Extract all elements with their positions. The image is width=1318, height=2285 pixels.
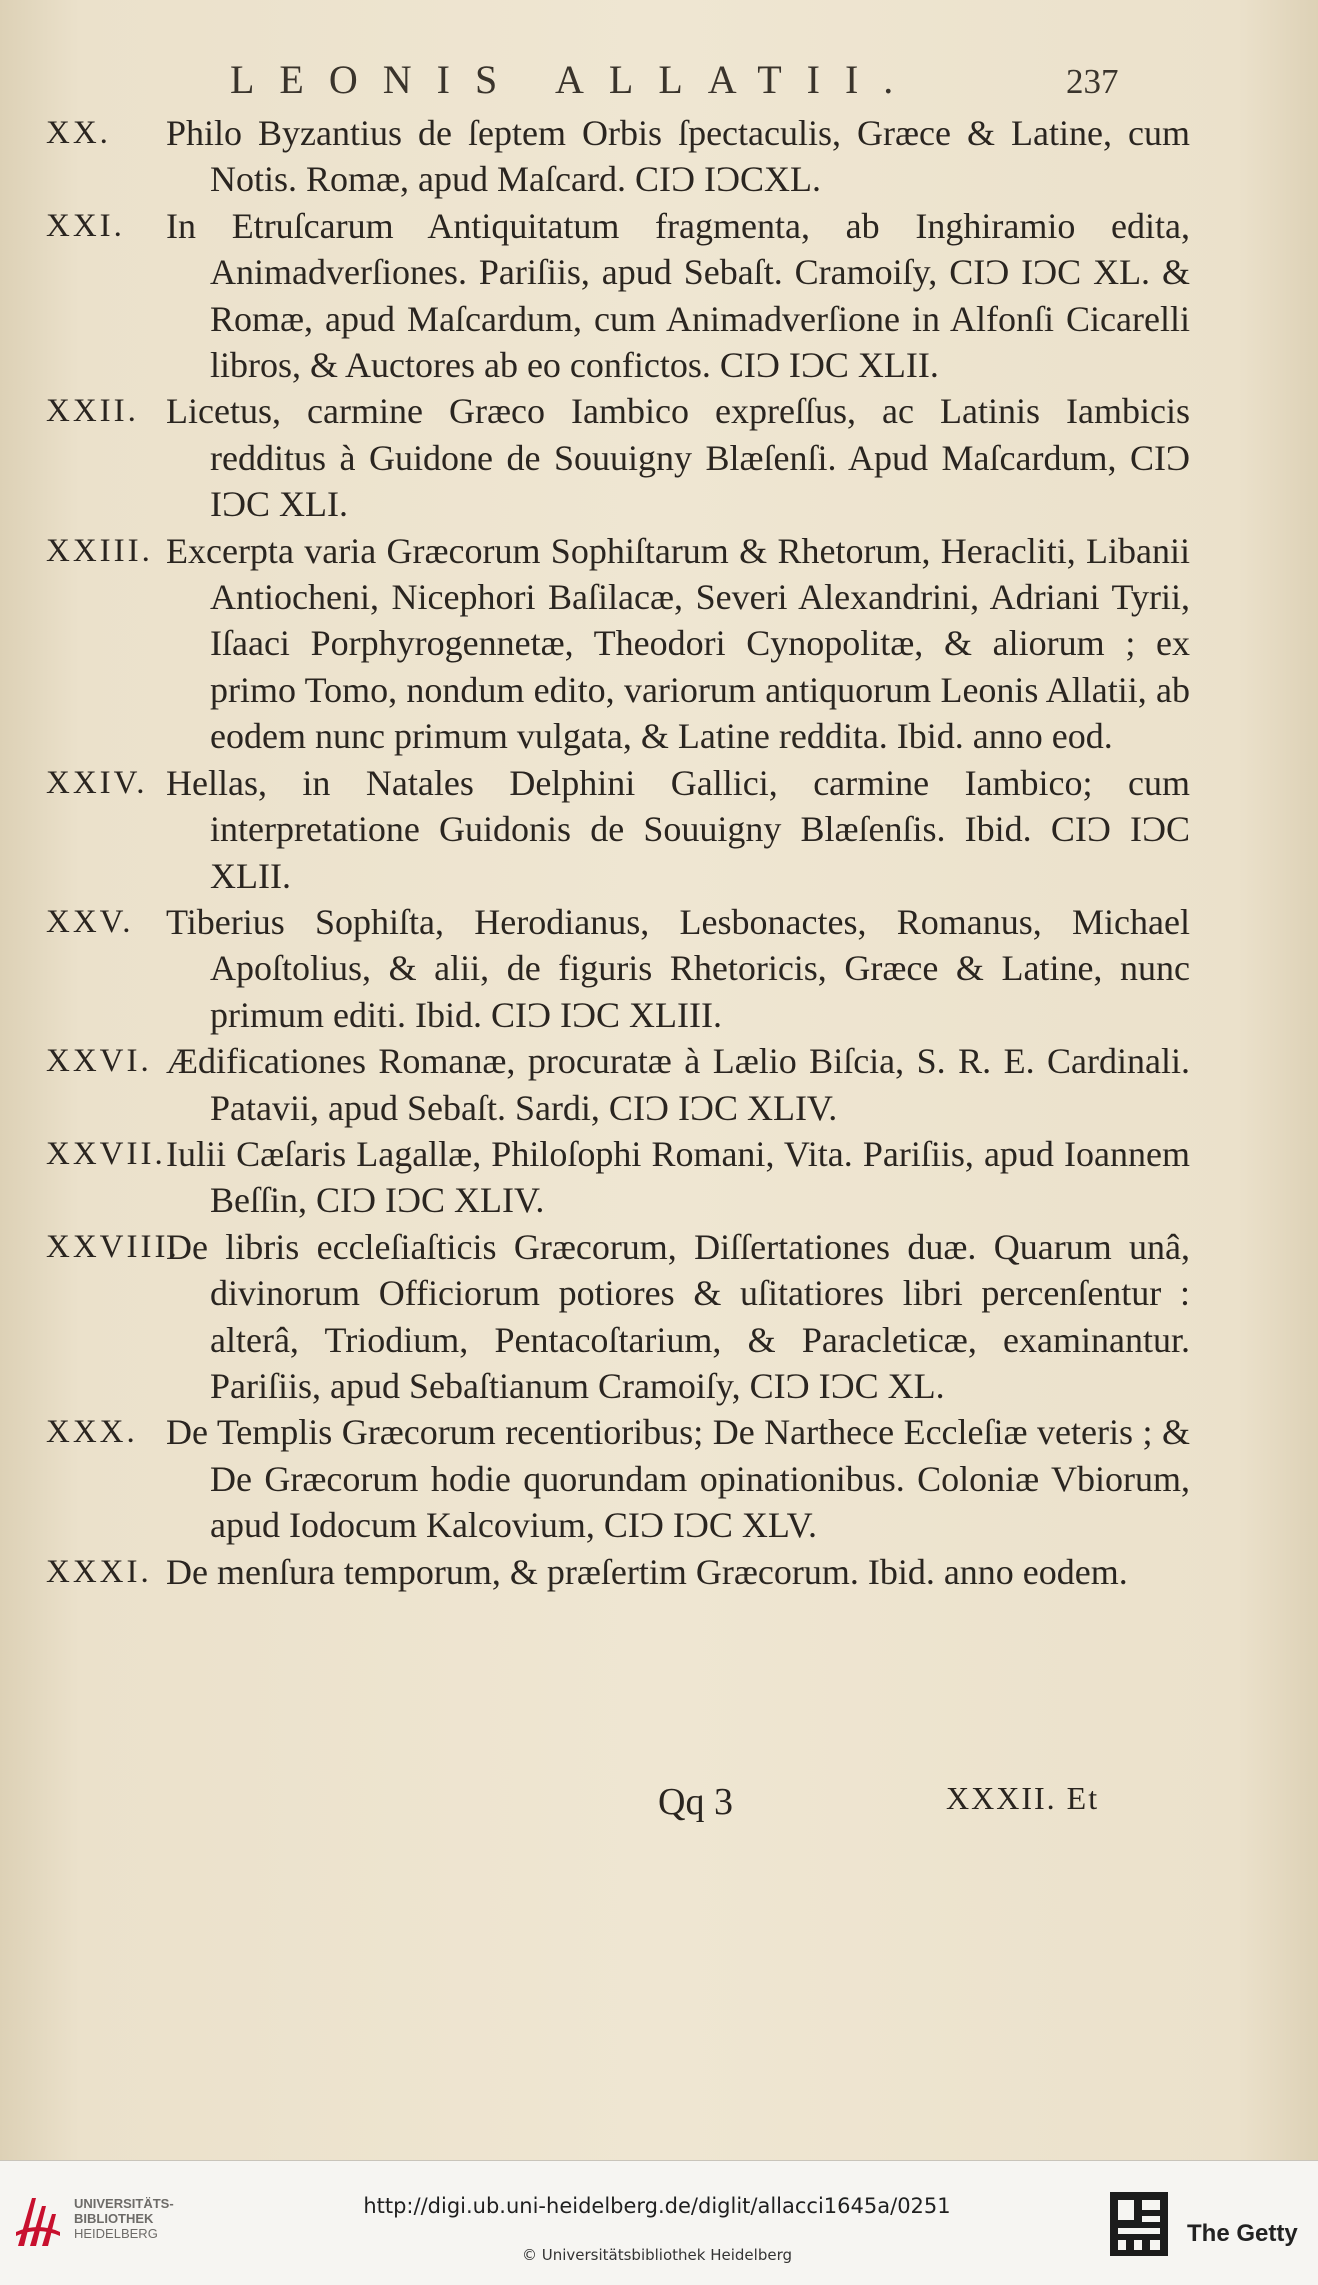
university-library-logo-icon[interactable] — [12, 2192, 64, 2252]
entry-text: In Etruſcarum Antiquitatum fragmenta, ab Inghiramio edita, Animadverſiones. Pariſiis, apud Sebaſt. Cramoiſy, CIƆ IƆC XL. & Romæ, apud Maſcardum, cum Animadverſione in Alfonſi Cicarelli libros, & Auctores ab eo confictos. CIƆ IƆC XLII. — [166, 205, 1190, 386]
catchword: XXXII. Et — [946, 1780, 1100, 1816]
list-item — [0, 388, 1318, 527]
list-item — [0, 110, 1318, 203]
entry-number: XXX. — [46, 1414, 138, 1451]
list-item — [0, 1131, 1318, 1224]
entry-text: Ædificationes Romanæ, procuratæ à Lælio Biſcia, S. R. E. Cardinali. Patavii, apud Sebaſt. Sardi, CIƆ IƆC XLIV. — [166, 1041, 1190, 1128]
entry-number: XXII. — [46, 393, 139, 430]
entry-text: Licetus, carmine Græco Iambico expreſſus, ac Latinis Iambicis redditus à Guidone de Souuigny Blæſenſi. Apud Maſcardum, CIƆ IƆC XLI. — [166, 391, 1190, 525]
signature-mark: Qq 3 — [658, 1781, 733, 1823]
list-item — [0, 1038, 1318, 1131]
entry-number: XXI. — [46, 207, 125, 244]
entry-number: XXIV. — [46, 764, 148, 801]
entry-number: XXV. — [46, 903, 134, 940]
entry-number: XXIII. — [46, 532, 153, 569]
entry-number: XXVII. — [46, 1135, 166, 1172]
ub-name-line: HEIDELBERG — [74, 2226, 158, 2241]
entry-text: Tiberius Sophiſta, Herodianus, Lesbonactes, Romanus, Michael Apoſtolius, & alii, de figuris Rhetoricis, Græce & Latine, nunc primum editi. Ibid. CIƆ IƆC XLIII. — [166, 901, 1190, 1035]
entry-text: De menſura temporum, & præſertim Græcorum. Ibid. anno eodem. — [166, 1551, 1128, 1592]
entry-text: Excerpta varia Græcorum Sophiſtarum & Rhetorum, Heracliti, Libanii Antiocheni, Nicephori Baſilacæ, Severi Alexandrini, Adriani Tyrii, Iſaaci Porphyrogennetæ, Theodori Cynopolitæ, & aliorum ; ex primo Tomo, nondum edito, variorum antiquorum Leonis Allatii, ab eodem nunc primum vulgata, & Latine reddita. Ibid. anno eod. — [166, 530, 1190, 757]
entry-number: XXVI. — [46, 1043, 152, 1080]
list-item — [0, 528, 1318, 760]
university-library-name[interactable] — [74, 2196, 174, 2241]
list-item — [0, 899, 1318, 1038]
page-footer — [0, 1780, 1318, 1840]
ub-name-line: BIBLIOTHEK — [74, 2211, 154, 2226]
entry-number: XXVIII. — [46, 1228, 180, 1265]
list-item — [0, 1409, 1318, 1548]
entry-text: Iulii Cæſaris Lagallæ, Philoſophi Romani, Vita. Pariſiis, apud Ioannem Beſſin, CIƆ IƆC XLIV. — [166, 1133, 1190, 1221]
getty-name[interactable]: The Getty — [1187, 2220, 1298, 2247]
entry-text: De libris eccleſiaſticis Græcorum, Diſſertationes duæ. Quarum unâ, divinorum Officiorum potiores & uſitatiores libri percenſentur : alterâ, Triodium, Pentacoſtarium, & Paracleticæ, examinantur. Pariſiis, apud Sebaſtianum Cramoiſy, CIƆ IƆC XL. — [166, 1226, 1190, 1406]
page-number: 237 — [1066, 62, 1119, 101]
ub-name-line: UNIVERSITÄTS- — [74, 2196, 174, 2211]
bibliography-list — [0, 110, 1318, 1595]
entry-text: Philo Byzantius de ſeptem Orbis ſpectaculis, Græce & Latine, cum Notis. Romæ, apud Maſcard. CIƆ IƆCXL. — [166, 113, 1190, 200]
running-head: LEONIS ALLATII. — [230, 57, 919, 102]
list-item — [0, 760, 1318, 899]
list-item — [0, 1224, 1318, 1410]
entry-number: XX. — [46, 115, 111, 151]
copyright-notice: © Universitätsbibliothek Heidelberg — [521, 2246, 792, 2264]
list-item — [0, 203, 1318, 389]
entry-text: De Templis Græcorum recentioribus; De Narthece Eccleſiæ veteris ; & De Græcorum hodie quorundam opinationibus. Coloniæ Vbiorum, apud Iodocum Kalcovium, CIƆ IƆC XLV. — [166, 1412, 1190, 1546]
entry-number: XXXI. — [46, 1553, 152, 1590]
permalink-url[interactable]: http://digi.ub.uni-heidelberg.de/diglit/allacci1645a/0251 — [363, 2194, 951, 2218]
entry-text: Hellas, in Natales Delphini Gallici, carmine Iambico; cum interpretatione Guidonis de Souuigny Blæſenſis. Ibid. CIƆ IƆC XLII. — [166, 762, 1190, 896]
list-item — [0, 1549, 1318, 1595]
getty-logo-icon[interactable] — [1108, 2188, 1170, 2260]
